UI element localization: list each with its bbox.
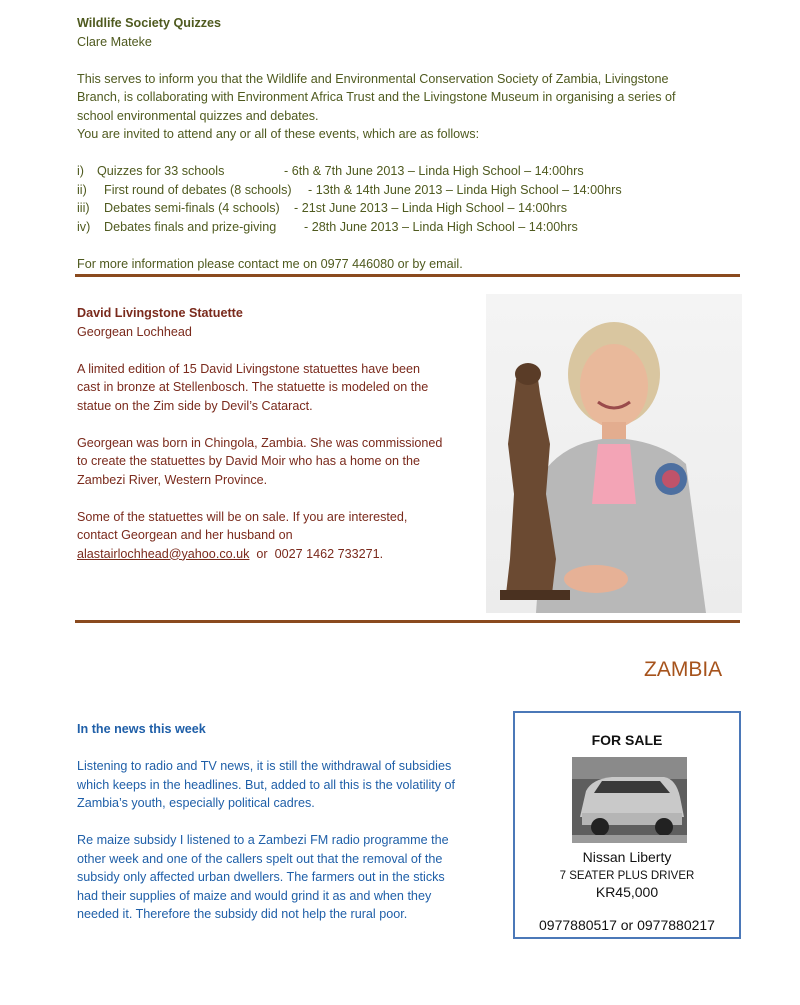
for-sale-heading: FOR SALE bbox=[591, 732, 663, 748]
statuette-line: Georgean was born in Chingola, Zambia. She was commissioned bbox=[77, 435, 443, 450]
statuette-line: A limited edition of 15 David Livingstone statuettes have been bbox=[77, 361, 421, 376]
news-line: which keeps in the headlines. But, added to all this is the volatility of bbox=[77, 777, 456, 792]
news-line: subsidy only affected urban dwellers. The farmers out in the sticks bbox=[77, 870, 445, 884]
statuette-contact-line bbox=[77, 545, 477, 564]
schedule-num: i) bbox=[77, 164, 84, 178]
car-photo bbox=[572, 757, 687, 843]
statuette-line: statue on the Zim side by Devil’s Cataract. bbox=[77, 398, 313, 413]
news-line: Re maize subsidy I listened to a Zambezi FM radio programme the bbox=[77, 833, 449, 847]
news-line: needed it. Therefore the subsidy did not help the rural poor. bbox=[77, 907, 408, 921]
news-line: had their supplies of maize and would grind it as and when they bbox=[77, 888, 432, 903]
schedule-item bbox=[77, 218, 757, 237]
email-link[interactable]: alastairlochhead@yahoo.co.uk bbox=[77, 546, 250, 561]
quizzes-intro-line: This serves to inform you that the Wildlife and Environmental Conservation Society of Zambia, Livingstone bbox=[77, 71, 669, 86]
quizzes-intro-line: school environmental quizzes and debates. bbox=[77, 108, 319, 123]
schedule-event: Debates finals and prize-giving bbox=[104, 219, 277, 234]
statuette-line: contact Georgean and her husband on bbox=[77, 528, 293, 542]
for-sale-ad bbox=[513, 711, 741, 939]
news-line: Listening to radio and TV news, it is still the withdrawal of subsidies bbox=[77, 759, 452, 773]
statuette-line: Zambezi River, Western Province. bbox=[77, 472, 268, 487]
statuette-article bbox=[77, 304, 477, 563]
statuette-photo bbox=[486, 294, 742, 613]
news-line: Zambia’s youth, especially political cadres. bbox=[77, 796, 315, 810]
statuette-title: David Livingstone Statuette bbox=[77, 306, 243, 320]
car-model: Nissan Liberty bbox=[582, 849, 672, 865]
car-seats: 7 SEATER PLUS DRIVER bbox=[559, 870, 695, 882]
car-illustration bbox=[572, 757, 687, 843]
section-divider bbox=[75, 274, 740, 277]
schedule-event: First round of debates (8 schools) bbox=[104, 182, 292, 197]
car-price: KR45,000 bbox=[595, 884, 659, 900]
statuette-author: Georgean Lochhead bbox=[77, 324, 192, 339]
schedule-details: - 13th & 14th June 2013 – Linda High School – 14:00hrs bbox=[308, 182, 622, 197]
statuette-line: Some of the statuettes will be on sale. If you are interested, bbox=[77, 509, 408, 524]
quizzes-title: Wildlife Society Quizzes bbox=[77, 16, 222, 30]
quizzes-intro-line: You are invited to attend any or all of these events, which are as follows: bbox=[77, 127, 480, 141]
schedule-event: Debates semi-finals (4 schools) bbox=[104, 201, 280, 215]
schedule-item bbox=[77, 181, 757, 200]
schedule-event: Quizzes for 33 schools bbox=[97, 164, 225, 178]
news-line: other week and one of the callers spelt out that the removal of the bbox=[77, 851, 443, 866]
statuette-line: to create the statuettes by David Moir who has a home on the bbox=[77, 454, 421, 468]
statuette-line: cast in bronze at Stellenbosch. The statuette is modeled on the bbox=[77, 380, 429, 394]
news-article bbox=[77, 720, 497, 924]
news-title: In the news this week bbox=[77, 722, 206, 736]
section-divider bbox=[75, 620, 740, 623]
quizzes-intro-line: Branch, is collaborating with Environment Africa Trust and the Livingstone Museum in organising a series of bbox=[77, 90, 676, 104]
zambia-heading: ZAMBIA bbox=[644, 658, 723, 681]
schedule-item bbox=[77, 162, 757, 181]
quizzes-author: Clare Mateke bbox=[77, 34, 152, 49]
schedule-item bbox=[77, 199, 757, 218]
schedule-details: - 28th June 2013 – Linda High School – 14:00hrs bbox=[304, 219, 578, 234]
schedule-details: - 21st June 2013 – Linda High School – 14:00hrs bbox=[294, 201, 568, 215]
contact-phones: 0977880517 or 0977880217 bbox=[539, 917, 715, 933]
schedule-num: iv) bbox=[77, 219, 91, 234]
contact-phone: or 0027 1462 733271. bbox=[249, 546, 384, 561]
schedule-num: iii) bbox=[77, 201, 90, 215]
schedule-details: - 6th & 7th June 2013 – Linda High School – 14:00hrs bbox=[284, 164, 584, 178]
schedule-num: ii) bbox=[77, 182, 87, 197]
quizzes-contact: For more information please contact me on 0977 446080 or by email. bbox=[77, 256, 463, 271]
quizzes-article bbox=[77, 14, 757, 273]
photo-illustration bbox=[486, 294, 742, 613]
